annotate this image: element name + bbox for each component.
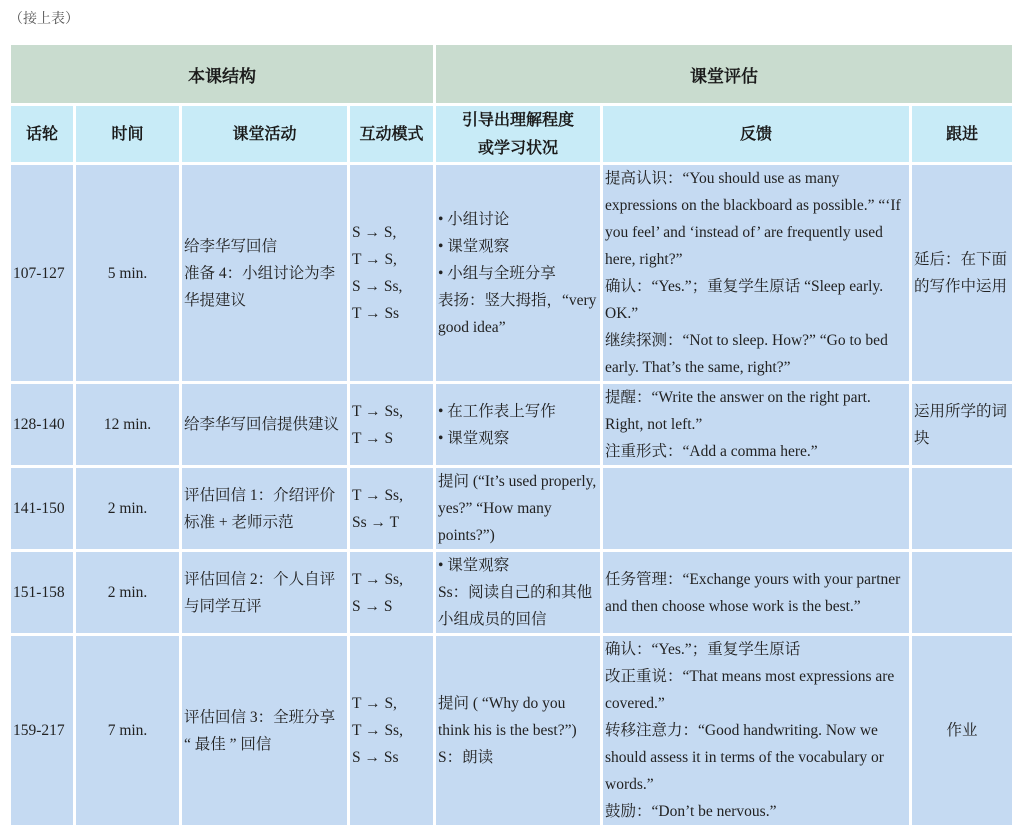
interaction-cell (350, 552, 433, 633)
table-row (11, 165, 1012, 381)
elicit-cell (436, 468, 600, 549)
feedback-cell (603, 384, 909, 465)
elicit-cell-line: 提问 (“It’s used properly, yes?” “How many points?”) (438, 473, 597, 544)
time-cell-text: 12 min. (103, 416, 152, 433)
feedback-cell-line: 改正重说：“That means most expressions are covered.” (605, 668, 895, 712)
turns-cell-text: 159-217 (13, 722, 65, 739)
table-row (11, 552, 1012, 633)
followup-cell-line: 延后：在下面的写作中运用 (914, 251, 1008, 295)
activity-cell (182, 552, 347, 633)
activity-cell (182, 165, 347, 381)
elicit-cell-line: 表扬：竖大拇指，“very good idea” (438, 291, 597, 336)
feedback-cell-line: 鼓励：“Don’t be nervous.” (605, 803, 777, 820)
time-cell (76, 384, 179, 465)
time-cell-text: 2 min. (107, 584, 148, 601)
column-header-followup: 跟进 (912, 106, 1012, 162)
table-row (11, 468, 1012, 549)
interaction-cell-line: T → S (352, 429, 394, 447)
activity-cell-line: 评估回信 2：个人自评与同学互评 (184, 570, 336, 615)
time-cell-text: 5 min. (107, 264, 148, 282)
followup-cell (912, 165, 1012, 381)
interaction-cell-line: T → Ss, (352, 486, 403, 504)
interaction-cell-line: S → S, (352, 224, 397, 241)
feedback-cell-line: 提醒：“Write the answer on the right part. Right, not left.” (605, 389, 871, 433)
lesson-table (8, 42, 1015, 828)
interaction-cell-line: S → Ss (352, 749, 399, 766)
column-header-elicit-line1: 引导出理解程度 (461, 110, 574, 129)
interaction-cell-line: T → S, (352, 695, 397, 712)
turns-cell (11, 552, 73, 633)
interaction-cell-line: S → Ss, (352, 278, 403, 295)
elicit-cell-line: • 在工作表上写作 (438, 402, 556, 420)
elicit-cell (436, 552, 600, 633)
interaction-cell-line: T → Ss, (352, 570, 403, 588)
elicit-cell-line: • 小组讨论 (438, 210, 510, 228)
followup-cell-line: 运用所学的词块 (914, 402, 1008, 447)
column-header-feedback: 反馈 (603, 106, 909, 162)
feedback-cell (603, 468, 909, 549)
column-header-elicit (436, 106, 600, 162)
turns-cell-text: 128-140 (13, 416, 65, 433)
group-header-structure: 本课结构 (11, 45, 433, 103)
elicit-cell-line: • 课堂观察 (438, 237, 510, 255)
followup-cell (912, 636, 1012, 825)
followup-cell-line: 作业 (946, 722, 978, 739)
column-header-interaction: 互动模式 (350, 106, 433, 162)
feedback-cell-line: 任务管理：“Exchange yours with your partner and then choose whose work is the best.” (605, 570, 901, 615)
activity-cell (182, 636, 347, 825)
elicit-cell-line: Ss：阅读自己的和其他小组成员的回信 (438, 584, 593, 628)
table-row (11, 384, 1012, 465)
elicit-cell (436, 636, 600, 825)
activity-cell (182, 384, 347, 465)
interaction-cell-line: Ss → T (352, 513, 400, 531)
activity-cell-line: 评估回信 1：介绍评价标准 + 老师示范 (184, 486, 336, 531)
interaction-cell (350, 165, 433, 381)
followup-cell (912, 552, 1012, 633)
column-header-activity: 课堂活动 (182, 106, 347, 162)
elicit-cell (436, 165, 600, 381)
table-body (11, 165, 1012, 825)
activity-cell-line: 准备 4：小组讨论为李华提建议 (184, 264, 336, 309)
column-header-time: 时间 (76, 106, 179, 162)
turns-cell-text: 141-150 (13, 500, 65, 517)
interaction-cell-line: T → S, (352, 251, 397, 268)
turns-cell (11, 165, 73, 381)
activity-cell-line: 给李华写回信 (184, 237, 278, 255)
turns-cell (11, 468, 73, 549)
elicit-cell-line: • 课堂观察 (438, 429, 510, 447)
feedback-cell-line: 注重形式：“Add a comma here.” (605, 443, 818, 460)
feedback-cell (603, 552, 909, 633)
activity-cell-line: 评估回信 3：全班分享 “ 最佳 ” 回信 (184, 708, 336, 753)
feedback-cell-line: 转移注意力：“Good handwriting. Now we should assess it in terms of the vocabulary or words.” (605, 722, 884, 793)
elicit-cell-line: • 小组与全班分享 (438, 264, 556, 282)
interaction-cell-line: T → Ss, (352, 402, 403, 420)
elicit-cell (436, 384, 600, 465)
column-header-elicit-line2: 或学习状况 (477, 138, 558, 157)
time-cell (76, 165, 179, 381)
interaction-cell-line: T → Ss (352, 305, 400, 322)
elicit-cell-line: 提问 ( “Why do you think his is the best?”) (438, 695, 577, 739)
interaction-cell (350, 636, 433, 825)
feedback-cell-line: 确认：“Yes.”；重复学生原话 “Sleep early. OK.” (605, 278, 884, 322)
turns-cell-text: 107-127 (13, 264, 65, 282)
activity-cell (182, 468, 347, 549)
followup-cell (912, 468, 1012, 549)
column-header-row (11, 106, 1012, 162)
feedback-cell-line: 提高认识：“You should use as many expressions on the blackboard as possible.” “‘If you feel’ and ‘instead of’ are frequently used here, right?” (605, 170, 901, 268)
table-row (11, 636, 1012, 825)
column-header-turns: 话轮 (11, 106, 73, 162)
interaction-cell-line: T → Ss, (352, 722, 403, 739)
time-cell (76, 468, 179, 549)
feedback-cell-line: 确认：“Yes.”；重复学生原话 (605, 641, 801, 658)
activity-cell-line: 给李华写回信提供建议 (184, 416, 340, 433)
feedback-cell-line: 继续探测：“Not to sleep. How?” “Go to bed early. That’s the same, right?” (605, 332, 888, 376)
time-cell-text: 7 min. (107, 722, 148, 739)
time-cell (76, 636, 179, 825)
feedback-cell (603, 165, 909, 381)
elicit-cell-line: • 课堂观察 (438, 557, 510, 574)
turns-cell (11, 384, 73, 465)
group-header-row (11, 45, 1012, 103)
followup-cell (912, 384, 1012, 465)
group-header-evaluation: 课堂评估 (436, 45, 1012, 103)
interaction-cell-line: S → S (352, 597, 393, 615)
elicit-cell-line: S：朗读 (438, 749, 494, 766)
turns-cell-text: 151-158 (13, 584, 65, 601)
continued-label: （接上表） (9, 11, 79, 27)
turns-cell (11, 636, 73, 825)
feedback-cell (603, 636, 909, 825)
time-cell-text: 2 min. (107, 500, 148, 517)
interaction-cell (350, 468, 433, 549)
interaction-cell (350, 384, 433, 465)
time-cell (76, 552, 179, 633)
